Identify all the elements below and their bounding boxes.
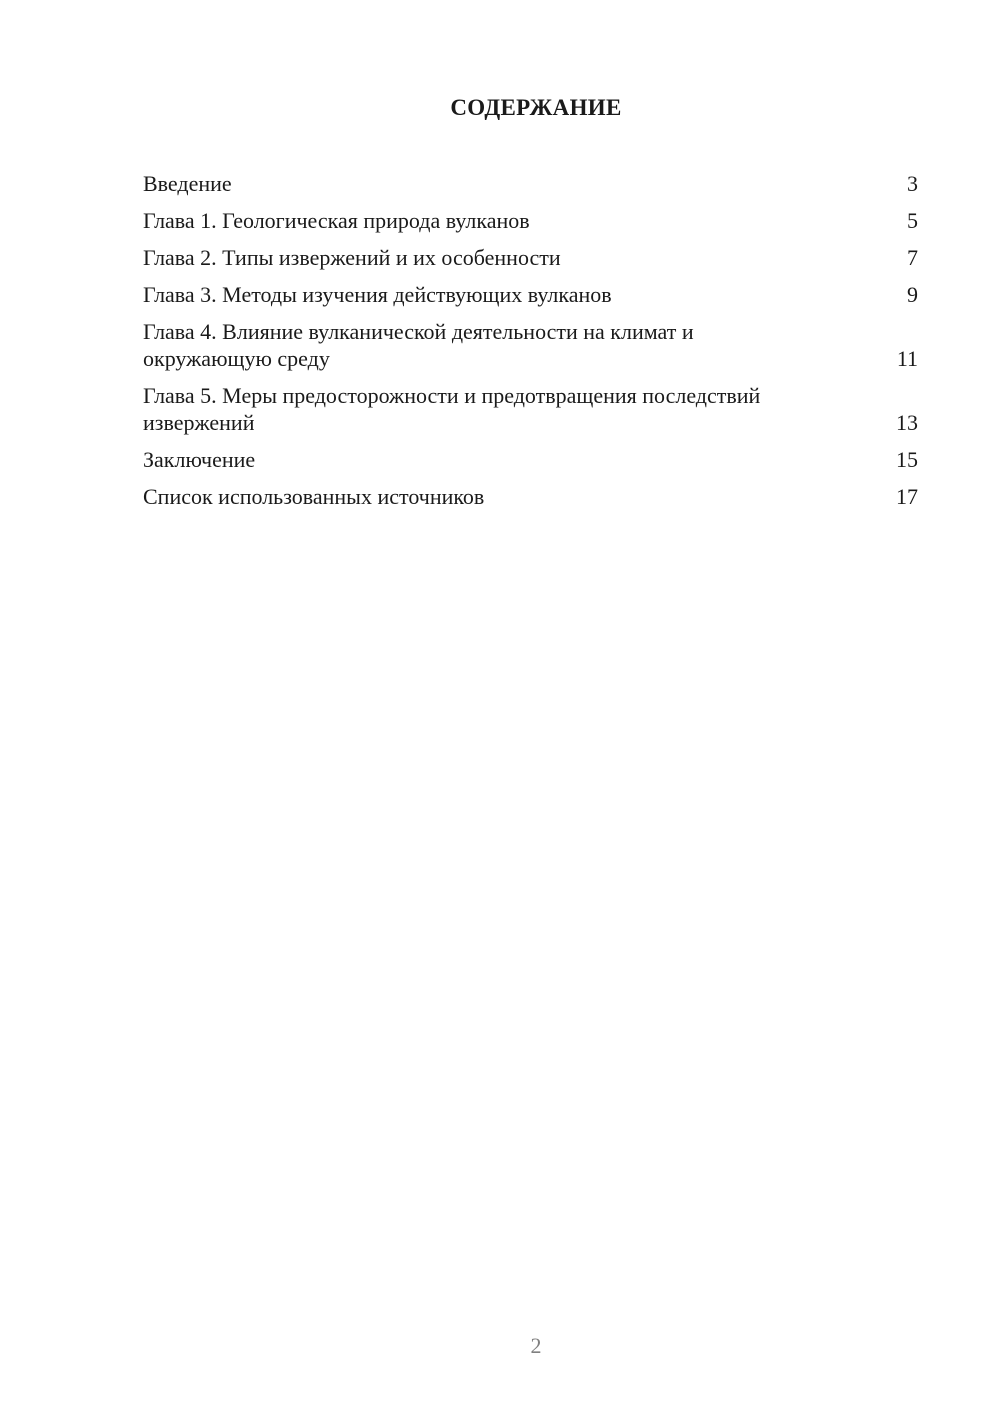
toc-entry-page: 3 — [907, 171, 918, 196]
toc-entry-chapter-5 — [143, 382, 918, 436]
toc-entry-label: Глава 5. Меры предосторожности и предотвращения последствий извержений — [143, 383, 761, 435]
toc-entry-page: 9 — [907, 282, 918, 307]
toc-entry-label: Глава 3. Методы изучения действующих вулканов — [143, 282, 612, 307]
toc-entry-chapter-4 — [143, 318, 918, 372]
toc-entry-chapter-1 — [143, 207, 918, 234]
toc-entry-label: Глава 4. Влияние вулканической деятельности на климат и окружающую среду — [143, 319, 694, 371]
toc-entry-page: 7 — [907, 245, 918, 270]
toc-entry-page: 13 — [896, 410, 918, 435]
page-title — [0, 95, 1000, 121]
toc-entry-page: 17 — [896, 484, 918, 509]
toc-entry-conclusion — [143, 446, 918, 473]
page-number: 2 — [530, 1333, 542, 1358]
toc-entry-chapter-3 — [143, 281, 918, 308]
toc-entry-references — [143, 483, 918, 510]
toc-entry-chapter-2 — [143, 244, 918, 271]
toc-entry-page: 15 — [896, 447, 918, 472]
toc-entry-introduction — [143, 170, 918, 197]
toc-entry-label: Глава 1. Геологическая природа вулканов — [143, 208, 530, 233]
table-of-contents — [143, 170, 918, 520]
toc-entry-label: Заключение — [143, 447, 256, 472]
toc-entry-page: 11 — [896, 346, 918, 371]
toc-entry-label: Список использованных источников — [143, 484, 485, 509]
page-title-text: СОДЕРЖАНИЕ — [450, 95, 622, 120]
toc-entry-label: Введение — [143, 171, 232, 196]
toc-entry-label: Глава 2. Типы извержений и их особенности — [143, 245, 561, 270]
toc-entry-page: 5 — [907, 208, 918, 233]
